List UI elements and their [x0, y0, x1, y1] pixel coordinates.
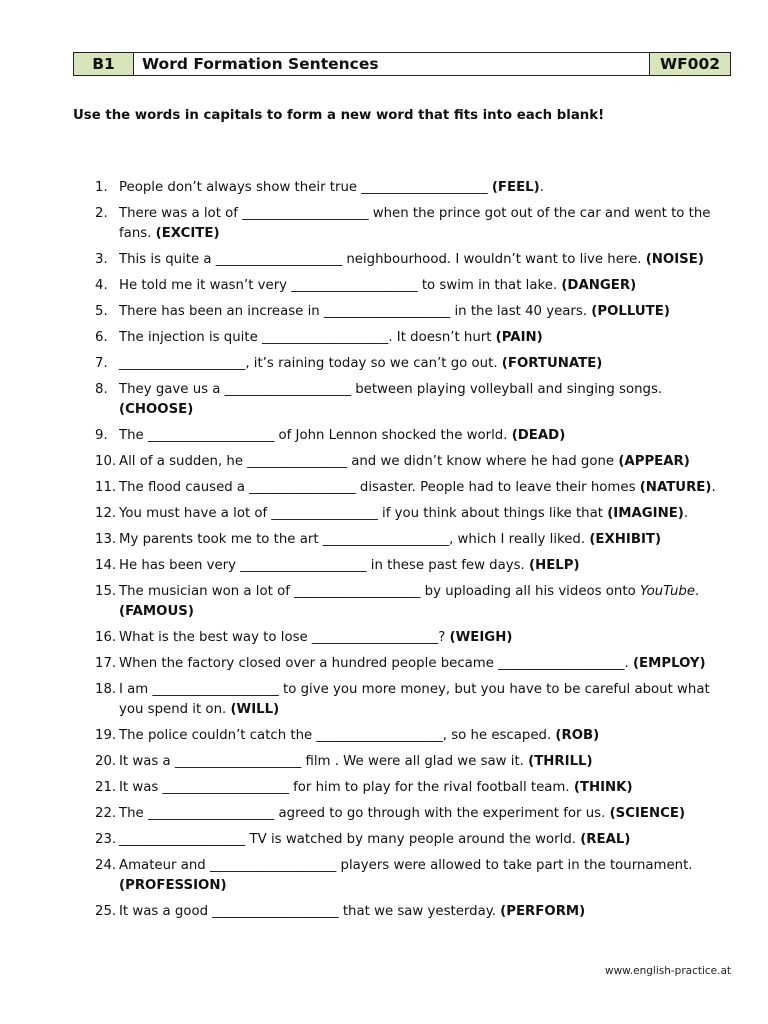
footer-url: www.english-practice.at: [604, 965, 731, 977]
item-number: 19.: [95, 728, 117, 743]
item-number: 7.: [95, 356, 108, 371]
exercise-item: [95, 204, 735, 244]
sentence-text: This is quite a ___________________ neighbourhood. I wouldn’t want to live here.: [119, 252, 646, 267]
keyword: (WEIGH): [449, 630, 513, 645]
sentence-text: The ___________________ agreed to go through with the experiment for us.: [119, 806, 610, 821]
sentence-text: They gave us a ___________________ between playing volleyball and singing songs.: [119, 382, 663, 397]
keyword: (IMAGINE): [607, 506, 684, 521]
exercise-item: [95, 582, 735, 622]
keyword: (THINK): [573, 780, 633, 795]
item-number: 12.: [95, 506, 117, 521]
item-sentence: [119, 752, 735, 772]
exercise-item: [95, 426, 735, 446]
item-number: 13.: [95, 532, 117, 547]
item-number: 4.: [95, 278, 108, 293]
item-sentence: [119, 178, 735, 198]
keyword: (CHOOSE): [119, 402, 194, 417]
sentence-text: Amateur and ___________________ players were allowed to take part in the tournament.: [119, 858, 693, 873]
item-sentence: [119, 582, 735, 622]
sentence-text: All of a sudden, he _______________ and we didn’t know where he had gone: [119, 454, 619, 469]
item-number: 5.: [95, 304, 108, 319]
sentence-text: ___________________ TV is watched by many people around the world.: [119, 832, 581, 847]
item-sentence: [119, 628, 735, 648]
item-sentence: [119, 830, 735, 850]
item-sentence: [119, 302, 735, 322]
item-number: 2.: [95, 206, 108, 221]
sentence-text: My parents took me to the art ___________________, which I really liked.: [119, 532, 590, 547]
exercise-item: [95, 752, 735, 772]
sentence-text: The police couldn’t catch the ___________________, so he escaped.: [119, 728, 556, 743]
item-sentence: [119, 504, 735, 524]
item-number: 6.: [95, 330, 108, 345]
keyword: (THRILL): [528, 754, 593, 769]
item-sentence: [119, 804, 735, 824]
item-number: 23.: [95, 832, 117, 847]
sentence-text: The musician won a lot of ___________________ by uploading all his videos onto: [119, 584, 640, 599]
item-sentence: [119, 328, 735, 348]
item-number: 25.: [95, 904, 117, 919]
item-number: 9.: [95, 428, 108, 443]
keyword: (EMPLOY): [632, 656, 706, 671]
keyword: (WILL): [230, 702, 280, 717]
exercise-item: [95, 380, 735, 420]
item-number: 14.: [95, 558, 117, 573]
keyword: (APPEAR): [618, 454, 690, 469]
sentence-text: People don’t always show their true ___________________: [119, 180, 492, 195]
keyword: (FEEL): [491, 180, 540, 195]
item-sentence: [119, 726, 735, 746]
worksheet-code: WF002: [650, 53, 730, 75]
exercise-item: [95, 250, 735, 270]
keyword: (REAL): [580, 832, 631, 847]
keyword: (PAIN): [495, 330, 543, 345]
item-sentence: [119, 902, 735, 922]
item-sentence: [119, 250, 735, 270]
sentence-text: I am ___________________ to give you more money, but you have to be careful about what you spend it on.: [119, 682, 710, 717]
exercise-item: [95, 856, 735, 896]
item-number: 1.: [95, 180, 108, 195]
exercise-item: [95, 276, 735, 296]
item-number: 16.: [95, 630, 117, 645]
sentence-text: The injection is quite ___________________. It doesn’t hurt: [119, 330, 496, 345]
sentence-text: The ___________________ of John Lennon shocked the world.: [119, 428, 512, 443]
worksheet-header: [73, 52, 731, 76]
exercise-item: [95, 804, 735, 824]
keyword: (EXHIBIT): [589, 532, 662, 547]
keyword: (ROB): [555, 728, 600, 743]
keyword: (NATURE): [639, 480, 712, 495]
item-number: 17.: [95, 656, 117, 671]
sentence-text: .: [683, 506, 689, 521]
item-number: 22.: [95, 806, 117, 821]
keyword: (SCIENCE): [609, 806, 686, 821]
keyword: (PROFESSION): [119, 878, 227, 893]
keyword: (HELP): [529, 558, 580, 573]
item-sentence: [119, 204, 735, 244]
keyword: (DEAD): [511, 428, 566, 443]
keyword: (POLLUTE): [591, 304, 670, 319]
exercise-item: [95, 178, 735, 198]
item-sentence: [119, 354, 735, 374]
item-number: 8.: [95, 382, 108, 397]
sentence-text: You must have a lot of ________________ if you think about things like that: [119, 506, 608, 521]
item-sentence: [119, 530, 735, 550]
keyword: (PERFORM): [500, 904, 586, 919]
item-sentence: [119, 426, 735, 446]
item-number: 10.: [95, 454, 117, 469]
exercise-item: [95, 902, 735, 922]
item-number: 21.: [95, 780, 117, 795]
item-number: 15.: [95, 584, 117, 599]
exercise-item: [95, 452, 735, 472]
exercise-item: [95, 530, 735, 550]
worksheet-title: Word Formation Sentences: [134, 53, 650, 75]
item-number: 3.: [95, 252, 108, 267]
exercise-item: [95, 504, 735, 524]
exercise-item: [95, 302, 735, 322]
item-sentence: [119, 452, 735, 472]
item-sentence: [119, 856, 735, 896]
item-sentence: [119, 680, 735, 720]
item-sentence: [119, 556, 735, 576]
sentence-text: ___________________, it’s raining today so we can’t go out.: [119, 356, 502, 371]
item-sentence: [119, 478, 735, 498]
keyword: (EXCITE): [155, 226, 220, 241]
level-badge: B1: [74, 53, 134, 75]
exercise-item: [95, 478, 735, 498]
sentence-text: He has been very ___________________ in these past few days.: [119, 558, 530, 573]
sentence-text: There was a lot of ___________________ when the prince got out of the car and went to the fans.: [119, 206, 711, 241]
keyword: (DANGER): [561, 278, 637, 293]
emphasis-text: YouTube: [639, 584, 695, 599]
item-sentence: [119, 778, 735, 798]
item-number: 20.: [95, 754, 117, 769]
sentence-text: It was a good ___________________ that we saw yesterday.: [119, 904, 501, 919]
exercise-item: [95, 778, 735, 798]
sentence-text: There has been an increase in ___________________ in the last 40 years.: [119, 304, 592, 319]
item-sentence: [119, 654, 735, 674]
exercise-item: [95, 680, 735, 720]
sentence-text: He told me it wasn’t very ___________________ to swim in that lake.: [119, 278, 562, 293]
item-number: 24.: [95, 858, 117, 873]
exercise-item: [95, 830, 735, 850]
item-sentence: [119, 276, 735, 296]
sentence-text: What is the best way to lose ___________________?: [119, 630, 450, 645]
keyword: (FAMOUS): [119, 604, 194, 619]
keyword: (NOISE): [645, 252, 704, 267]
exercise-item: [95, 328, 735, 348]
sentence-text: .: [711, 480, 716, 495]
item-sentence: [119, 380, 735, 420]
sentence-text: It was ___________________ for him to play for the rival football team.: [119, 780, 574, 795]
instructions: Use the words in capitals to form a new word that fits into each blank!: [73, 108, 605, 123]
exercise-item: [95, 726, 735, 746]
sentence-text: The flood caused a ________________ disaster. People had to leave their homes: [119, 480, 640, 495]
item-number: 18.: [95, 682, 117, 697]
sentence-text: .: [695, 584, 700, 599]
exercise-item: [95, 654, 735, 674]
exercise-item: [95, 556, 735, 576]
item-number: 11.: [95, 480, 117, 495]
keyword: (FORTUNATE): [501, 356, 603, 371]
sentence-text: When the factory closed over a hundred people became ___________________.: [119, 656, 633, 671]
exercise-item: [95, 354, 735, 374]
exercise-list: [95, 178, 735, 928]
sentence-text: It was a ___________________ film . We were all glad we saw it.: [119, 754, 529, 769]
sentence-text: .: [539, 180, 544, 195]
exercise-item: [95, 628, 735, 648]
